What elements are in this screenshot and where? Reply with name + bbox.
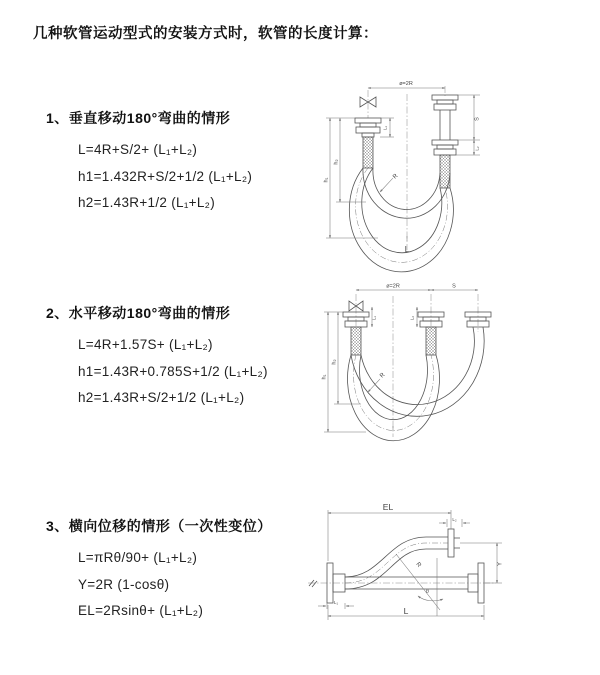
d3-label-radius: R bbox=[414, 561, 422, 569]
d1-dimensions bbox=[324, 81, 481, 254]
d3-label-l1: L₁ bbox=[333, 600, 339, 605]
diagram-vertical-180-bend bbox=[316, 70, 488, 256]
d2-center-pipe bbox=[418, 312, 444, 355]
d2-left-pipe bbox=[343, 312, 369, 355]
d3-label-y: Y bbox=[497, 561, 504, 567]
section-1 bbox=[46, 108, 252, 217]
diagram-lateral-displacement bbox=[300, 498, 520, 628]
d1-radius-arrow bbox=[380, 178, 393, 192]
formula-L: L=4R+1.57S+ (L₁+L₂) bbox=[78, 337, 213, 352]
d2-radius-arrow bbox=[368, 379, 380, 392]
section-3-heading: 3、横向位移的情形（一次性变位） bbox=[46, 518, 272, 534]
d1-label-2r: ø=2R bbox=[399, 81, 413, 87]
braided-hose-section bbox=[426, 327, 436, 355]
d2-fitting-dims bbox=[372, 307, 418, 327]
d1-label-radius: R bbox=[392, 173, 400, 181]
section-1-heading: 1、垂直移动180°弯曲的情形 bbox=[46, 110, 231, 126]
formula-L: L=πRθ/90+ (L₁+L₂) bbox=[78, 550, 198, 565]
formula-h1: h1=1.43R+0.785S+1/2 (L₁+L₂) bbox=[78, 363, 268, 379]
d1-label-length: L bbox=[404, 245, 410, 254]
d2-label-s: S bbox=[452, 283, 456, 290]
d2-label-h2: h₂ bbox=[331, 359, 338, 365]
d1-right-pipe bbox=[432, 95, 458, 188]
d1-label-s: S bbox=[474, 117, 481, 121]
d2-label-l1: L₁ bbox=[371, 315, 377, 321]
d1-label-l1: L₁ bbox=[382, 125, 388, 131]
d1-label-h1: h₁ bbox=[323, 177, 330, 183]
formula-L: L=4R+S/2+ (L₁+L₂) bbox=[78, 142, 198, 157]
d3-top-flange bbox=[448, 529, 454, 557]
section-2-heading: 2、水平移动180°弯曲的情形 bbox=[46, 305, 231, 321]
formula-EL: EL=2Rsinθ+ (L₁+L₂) bbox=[78, 603, 204, 618]
braided-hose-section bbox=[351, 327, 361, 355]
d3-dimensions bbox=[318, 502, 504, 620]
d1-label-l2: L₂ bbox=[474, 146, 480, 151]
d1-left-pipe bbox=[355, 118, 381, 168]
page-title: 几种软管运动型式的安装方式时，软管的长度计算： bbox=[33, 26, 378, 42]
d2-label-l2: L₂ bbox=[409, 315, 415, 321]
d1-centerlines bbox=[368, 86, 445, 250]
d3-label-l2: L₂ bbox=[452, 517, 457, 522]
diagram-horizontal-180-bend bbox=[316, 282, 488, 444]
formula-h2: h2=1.43R+1/2 (L₁+L₂) bbox=[78, 195, 216, 210]
braided-hose-section bbox=[363, 137, 373, 168]
pipe-break-mark bbox=[309, 580, 317, 587]
d2-top-dimensions bbox=[356, 284, 478, 291]
d3-s-hose bbox=[345, 529, 460, 589]
formula-h2: h2=1.43R+S/2+1/2 (L₁+L₂) bbox=[78, 390, 245, 405]
d2-hose-curves bbox=[348, 327, 485, 441]
formula-Y: Y=2R (1-cosθ) bbox=[78, 576, 170, 592]
d3-label-length: L bbox=[403, 606, 409, 616]
d2-label-2r: ø=2R bbox=[386, 283, 400, 290]
section-2 bbox=[46, 303, 268, 412]
formula-h1: h1=1.432R+S/2+1/2 (L₁+L₂) bbox=[78, 168, 253, 184]
section-3 bbox=[46, 516, 272, 625]
d3-label-theta: θ bbox=[426, 589, 429, 595]
d1-hose-curves bbox=[349, 168, 453, 272]
d3-label-el: EL bbox=[382, 502, 394, 512]
d1-label-h2: h₂ bbox=[333, 159, 340, 165]
d2-label-radius: R bbox=[379, 372, 387, 380]
d2-label-h1: h₁ bbox=[321, 374, 328, 380]
